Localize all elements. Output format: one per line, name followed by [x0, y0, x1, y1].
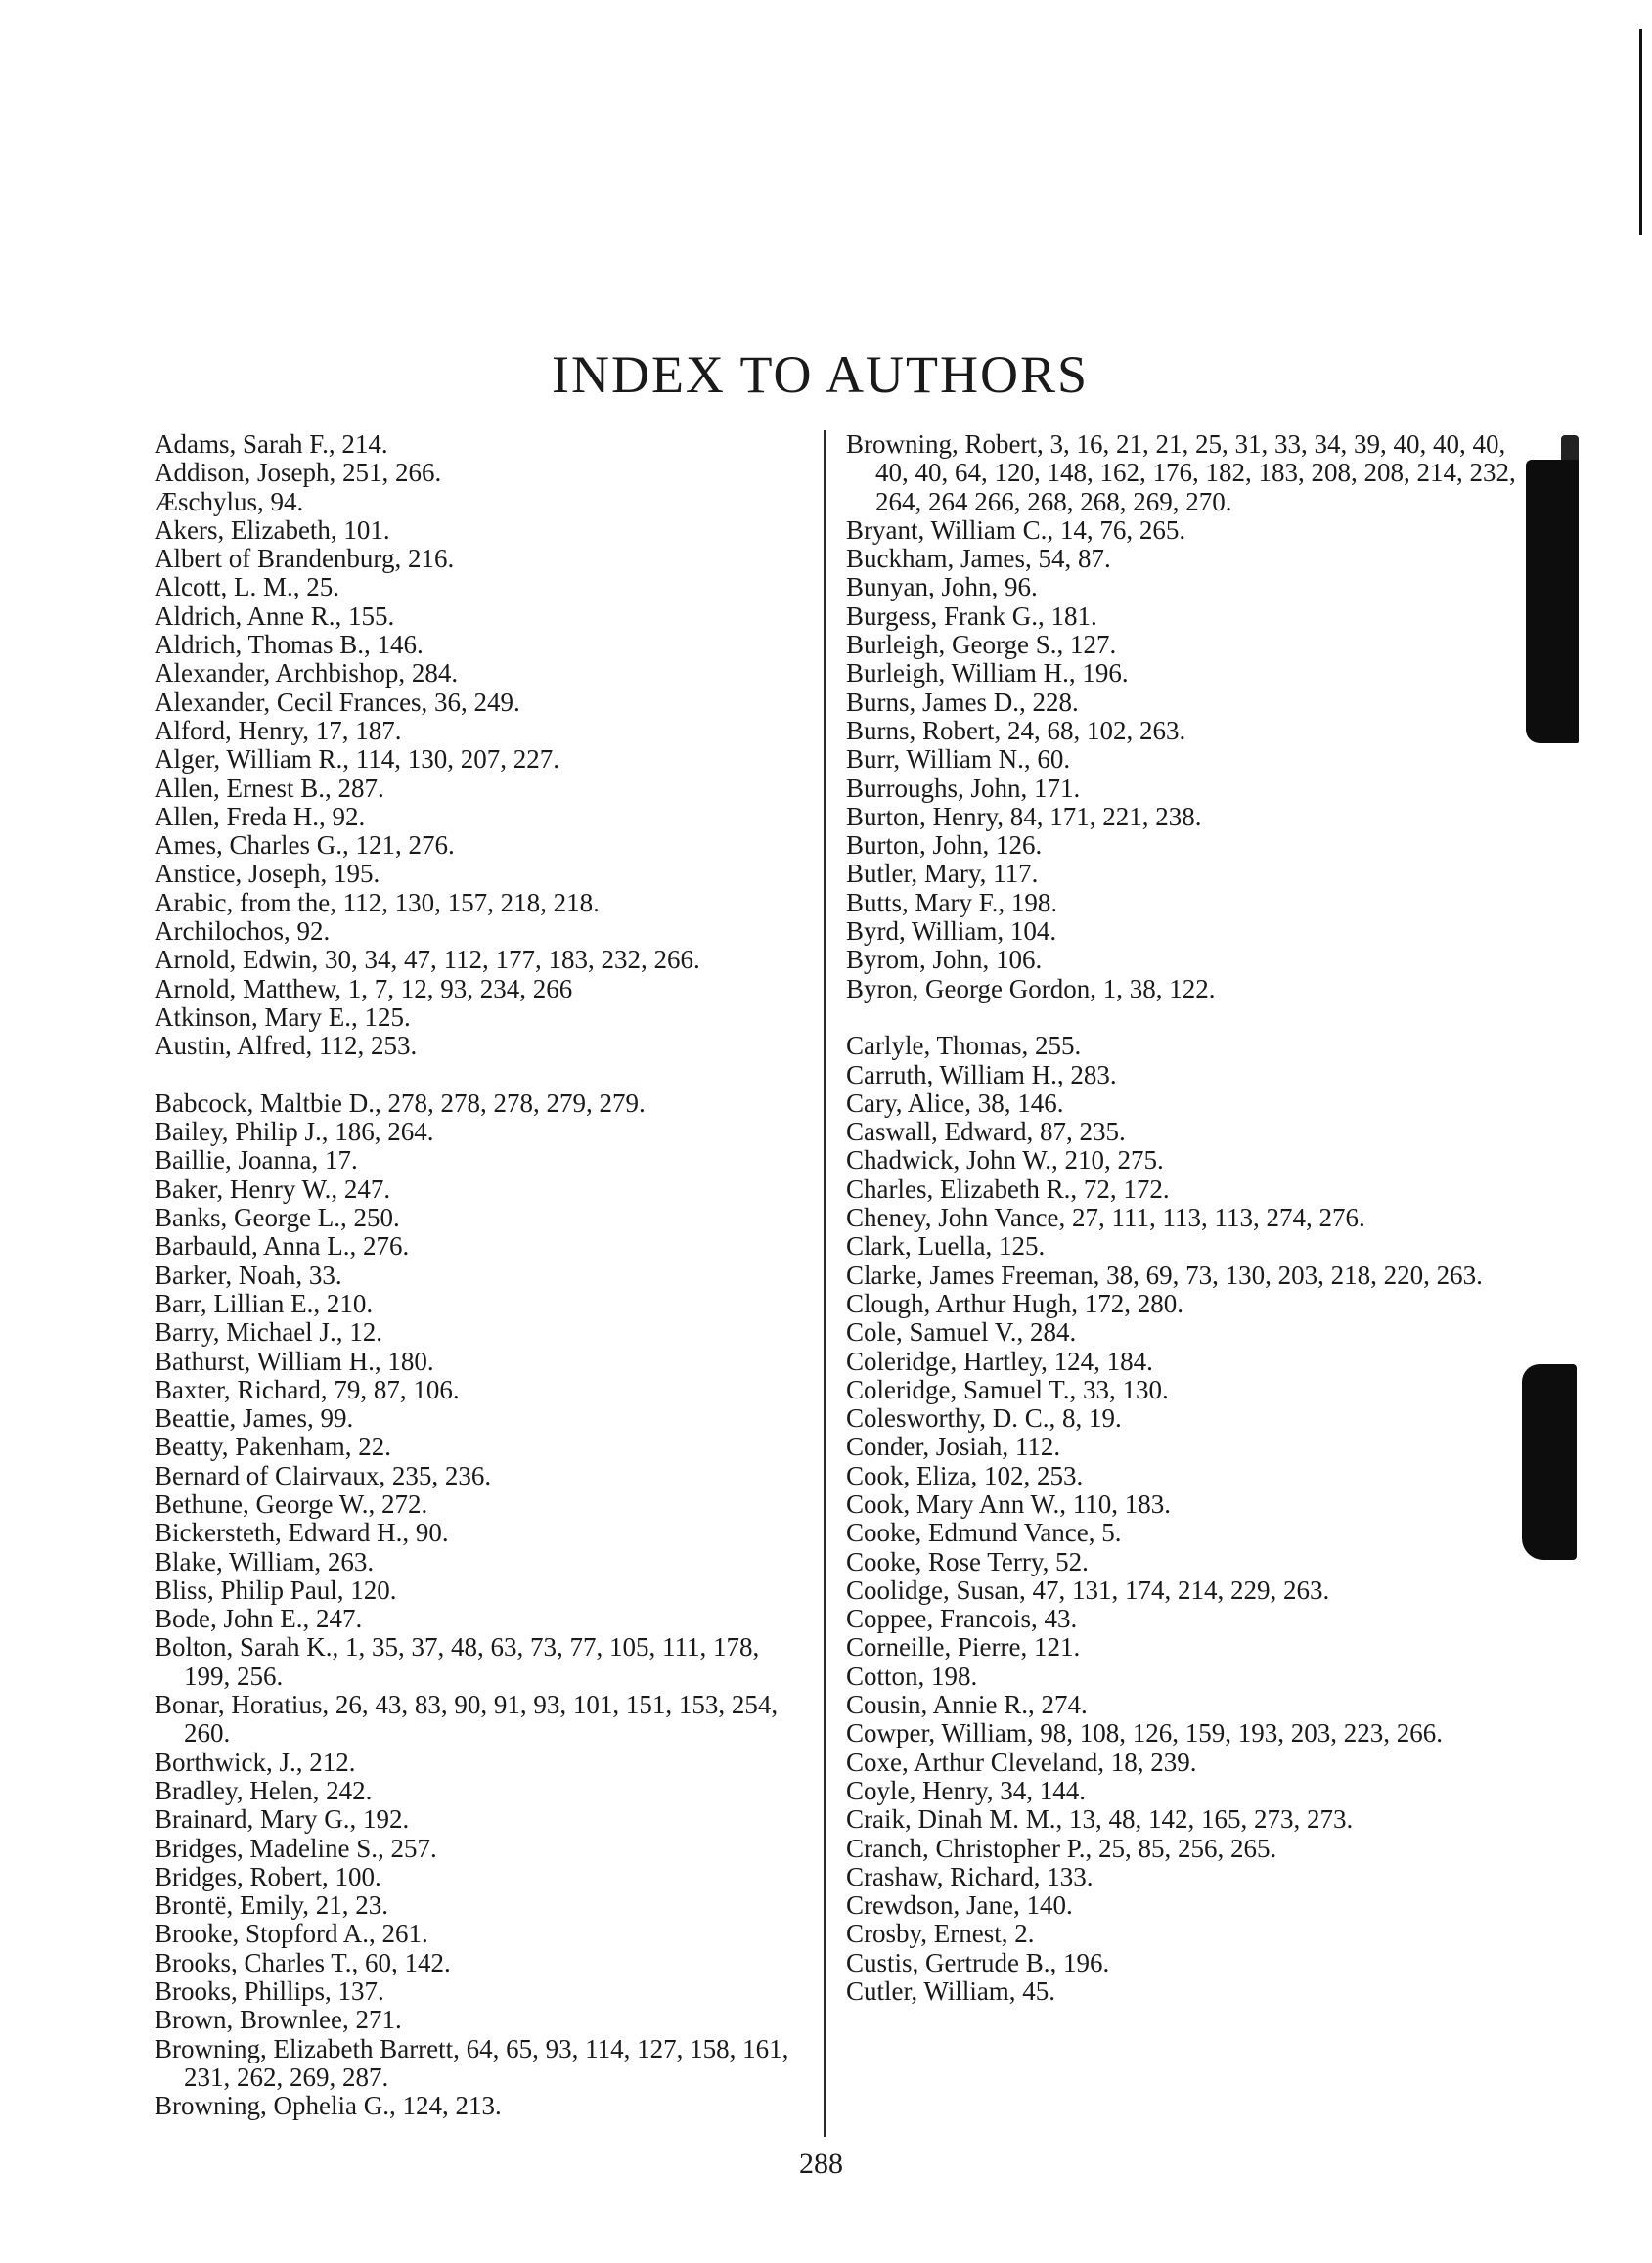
index-entry: Barbauld, Anna L., 276.: [155, 1231, 410, 1262]
index-entry: Brooks, Phillips, 137.: [155, 1976, 384, 2007]
index-entry: Burgess, Frank G., 181.: [846, 600, 1097, 631]
index-entry: Burton, Henry, 84, 171, 221, 238.: [846, 801, 1202, 831]
index-entry: Baker, Henry W., 247.: [155, 1174, 391, 1204]
index-entry: Bliss, Philip Paul, 120.: [155, 1575, 397, 1605]
index-entry: Baxter, Richard, 79, 87, 106.: [155, 1374, 460, 1404]
index-entry: Colesworthy, D. C., 8, 19.: [846, 1403, 1122, 1434]
index-entry: Byron, George Gordon, 1, 38, 122.: [846, 973, 1216, 1003]
index-entry: Cooke, Edmund Vance, 5.: [846, 1518, 1122, 1548]
column-divider: [824, 430, 826, 2137]
index-entry: Burleigh, George S., 127.: [846, 630, 1117, 660]
index-entry: Adams, Sarah F., 214.: [155, 429, 388, 459]
index-entry: Clark, Luella, 125.: [846, 1231, 1046, 1262]
index-entry: Arnold, Matthew, 1, 7, 12, 93, 234, 266: [155, 973, 573, 1003]
index-entry: Carlyle, Thomas, 255.: [846, 1031, 1082, 1061]
index-entry: Bryant, William C., 14, 76, 265.: [846, 514, 1186, 545]
index-entry: Burroughs, John, 171.: [846, 773, 1081, 803]
index-entry: Clough, Arthur Hugh, 172, 280.: [846, 1288, 1184, 1318]
index-entry: Brooks, Charles T., 60, 142.: [155, 1947, 451, 1977]
index-entry: Barry, Michael J., 12.: [155, 1317, 382, 1348]
index-entry: Charles, Elizabeth R., 72, 172.: [846, 1174, 1170, 1204]
index-entry: Crosby, Ernest, 2.: [846, 1919, 1035, 1949]
index-entry: Bonar, Horatius, 26, 43, 83, 90, 91, 93, 101, 151, 153, 254, 260.: [155, 1690, 779, 1749]
index-entry: Cutler, William, 45.: [846, 1976, 1056, 2007]
index-entry: Coxe, Arthur Cleveland, 18, 239.: [846, 1747, 1197, 1777]
index-entry: Bunyan, John, 96.: [846, 572, 1038, 602]
index-entry: Byrd, William, 104.: [846, 916, 1057, 947]
index-entry: Butler, Mary, 117.: [846, 859, 1039, 889]
page-title-text: INDEX TO AUTHORS: [551, 345, 1090, 404]
index-entry: Akers, Elizabeth, 101.: [155, 514, 390, 545]
index-entry: Brooke, Stopford A., 261.: [155, 1919, 428, 1949]
index-entry: Bethune, George W., 272.: [155, 1488, 428, 1519]
index-entry: Carruth, William H., 283.: [846, 1059, 1117, 1089]
index-entry: Bridges, Robert, 100.: [155, 1861, 381, 1891]
index-entry: Corneille, Pierre, 121.: [846, 1632, 1081, 1663]
index-entry: Coolidge, Susan, 47, 131, 174, 214, 229, 263.: [846, 1575, 1330, 1605]
index-entry: Coleridge, Hartley, 124, 184.: [846, 1346, 1153, 1376]
index-entry: Caswall, Edward, 87, 235.: [846, 1117, 1126, 1147]
index-entry: Babcock, Maltbie D., 278, 278, 278, 279, 279.: [155, 1087, 646, 1118]
index-entry: Alexander, Cecil Frances, 36, 249.: [155, 687, 520, 717]
index-entry: Crashaw, Richard, 133.: [846, 1861, 1094, 1891]
index-entry: Coppee, Francois, 43.: [846, 1604, 1078, 1634]
index-entry: Bathurst, William H., 180.: [155, 1346, 434, 1376]
index-entry: Alger, William R., 114, 130, 207, 227.: [155, 744, 560, 775]
index-entry: Burleigh, William H., 196.: [846, 658, 1129, 688]
page-title: [0, 344, 1652, 405]
index-entry: Alford, Henry, 17, 187.: [155, 715, 402, 745]
index-entry: Clarke, James Freeman, 38, 69, 73, 130, 203, 218, 220, 263.: [846, 1260, 1483, 1290]
index-entry: Bradley, Helen, 242.: [155, 1775, 373, 1805]
index-entry: Bolton, Sarah K., 1, 35, 37, 48, 63, 73, 77, 105, 111, 178, 199, 256.: [155, 1632, 760, 1691]
index-entry: Cheney, John Vance, 27, 111, 113, 113, 274, 276.: [846, 1203, 1365, 1233]
index-entry: Chadwick, John W., 210, 275.: [846, 1145, 1164, 1176]
index-entry: Arnold, Edwin, 30, 34, 47, 112, 177, 183, 232, 266.: [155, 945, 700, 975]
index-entry: Cooke, Rose Terry, 52.: [846, 1546, 1089, 1576]
index-entry: Burr, William N., 60.: [846, 744, 1071, 775]
index-entry: Butts, Mary F., 198.: [846, 887, 1058, 917]
index-entry: Cousin, Annie R., 274.: [846, 1690, 1088, 1720]
index-entry: Brainard, Mary G., 192.: [155, 1804, 410, 1835]
index-entry: Buckham, James, 54, 87.: [846, 544, 1111, 574]
index-entry: Banks, George L., 250.: [155, 1203, 400, 1233]
index-entry: Aldrich, Anne R., 155.: [155, 600, 395, 631]
index-entry: Allen, Freda H., 92.: [155, 801, 366, 831]
index-entry: Burns, Robert, 24, 68, 102, 263.: [846, 715, 1186, 745]
index-entry: Coleridge, Samuel T., 33, 130.: [846, 1374, 1169, 1404]
index-entry: Browning, Elizabeth Barrett, 64, 65, 93, 114, 127, 158, 161, 231, 262, 269, 287.: [155, 2033, 789, 2092]
index-entry: Crewdson, Jane, 140.: [846, 1890, 1073, 1921]
index-entry: Allen, Ernest B., 287.: [155, 773, 384, 803]
page-edge-line: [1639, 29, 1642, 235]
index-entry: Cook, Mary Ann W., 110, 183.: [846, 1488, 1172, 1519]
index-entry: Beatty, Pakenham, 22.: [155, 1432, 391, 1462]
index-entry: Custis, Gertrude B., 196.: [846, 1947, 1110, 1977]
index-column-right: [846, 430, 1531, 2006]
index-entry: Anstice, Joseph, 195.: [155, 859, 380, 889]
index-entry: Bailey, Philip J., 186, 264.: [155, 1117, 434, 1147]
index-entry: Cranch, Christopher P., 25, 85, 256, 265.: [846, 1833, 1277, 1863]
index-entry: Atkinson, Mary E., 125.: [155, 1001, 411, 1032]
index-entry: Brontë, Emily, 21, 23.: [155, 1890, 388, 1921]
index-entry: Aldrich, Thomas B., 146.: [155, 630, 424, 660]
index-entry: Barr, Lillian E., 210.: [155, 1288, 374, 1318]
index-entry: Arabic, from the, 112, 130, 157, 218, 218.: [155, 887, 600, 917]
index-entry: Bickersteth, Edward H., 90.: [155, 1518, 449, 1548]
index-entry: Conder, Josiah, 112.: [846, 1432, 1061, 1462]
index-entry: Ames, Charles G., 121, 276.: [155, 830, 455, 861]
index-entry: Archilochos, 92.: [155, 916, 331, 947]
index-entry: Alexander, Archbishop, 284.: [155, 658, 459, 688]
index-entry: Borthwick, J., 212.: [155, 1747, 356, 1777]
index-entry: Baillie, Joanna, 17.: [155, 1145, 358, 1176]
index-entry: Beattie, James, 99.: [155, 1403, 354, 1434]
index-entry: Bernard of Clairvaux, 235, 236.: [155, 1460, 492, 1490]
index-entry: Bridges, Madeline S., 257.: [155, 1833, 437, 1863]
index-entry: Browning, Robert, 3, 16, 21, 21, 25, 31, 33, 34, 39, 40, 40, 40, 40, 40, 64, 120, 148, 162, 176, 182, 183, 208, 208, 214, 232, 264, 264 266, 268, 268, 269, 270.: [846, 429, 1516, 516]
index-entry: Cole, Samuel V., 284.: [846, 1317, 1077, 1348]
index-entry: Austin, Alfred, 112, 253.: [155, 1031, 418, 1061]
index-entry: Æschylus, 94.: [155, 486, 304, 516]
index-column-left: [155, 430, 805, 2121]
index-entry: Cary, Alice, 38, 146.: [846, 1087, 1064, 1118]
index-entry: Bode, John E., 247.: [155, 1604, 363, 1634]
index-entry: Cowper, William, 98, 108, 126, 159, 193, 203, 223, 266.: [846, 1718, 1444, 1749]
index-entry: Cook, Eliza, 102, 253.: [846, 1460, 1084, 1490]
index-entry: Browning, Ophelia G., 124, 213.: [155, 2091, 502, 2121]
index-entry: Byrom, John, 106.: [846, 945, 1043, 975]
index-entry: Burns, James D., 228.: [846, 687, 1079, 717]
index-entry: Blake, William, 263.: [155, 1546, 375, 1576]
page-number-text: 288: [799, 2148, 843, 2180]
index-entry: Alcott, L. M., 25.: [155, 572, 339, 602]
index-entry: Burton, John, 126.: [846, 830, 1043, 861]
index-entry: Barker, Noah, 33.: [155, 1260, 342, 1290]
thumb-tab-mark: [1526, 460, 1579, 743]
page-number: [0, 2148, 1652, 2181]
index-entry: Addison, Joseph, 251, 266.: [155, 458, 442, 488]
index-entry: Brown, Brownlee, 271.: [155, 2005, 402, 2035]
index-entry: Coyle, Henry, 34, 144.: [846, 1775, 1086, 1805]
index-entry: Cotton, 198.: [846, 1661, 978, 1691]
index-entry: Albert of Brandenburg, 216.: [155, 544, 455, 574]
index-entry: Craik, Dinah M. M., 13, 48, 142, 165, 273, 273.: [846, 1804, 1354, 1835]
